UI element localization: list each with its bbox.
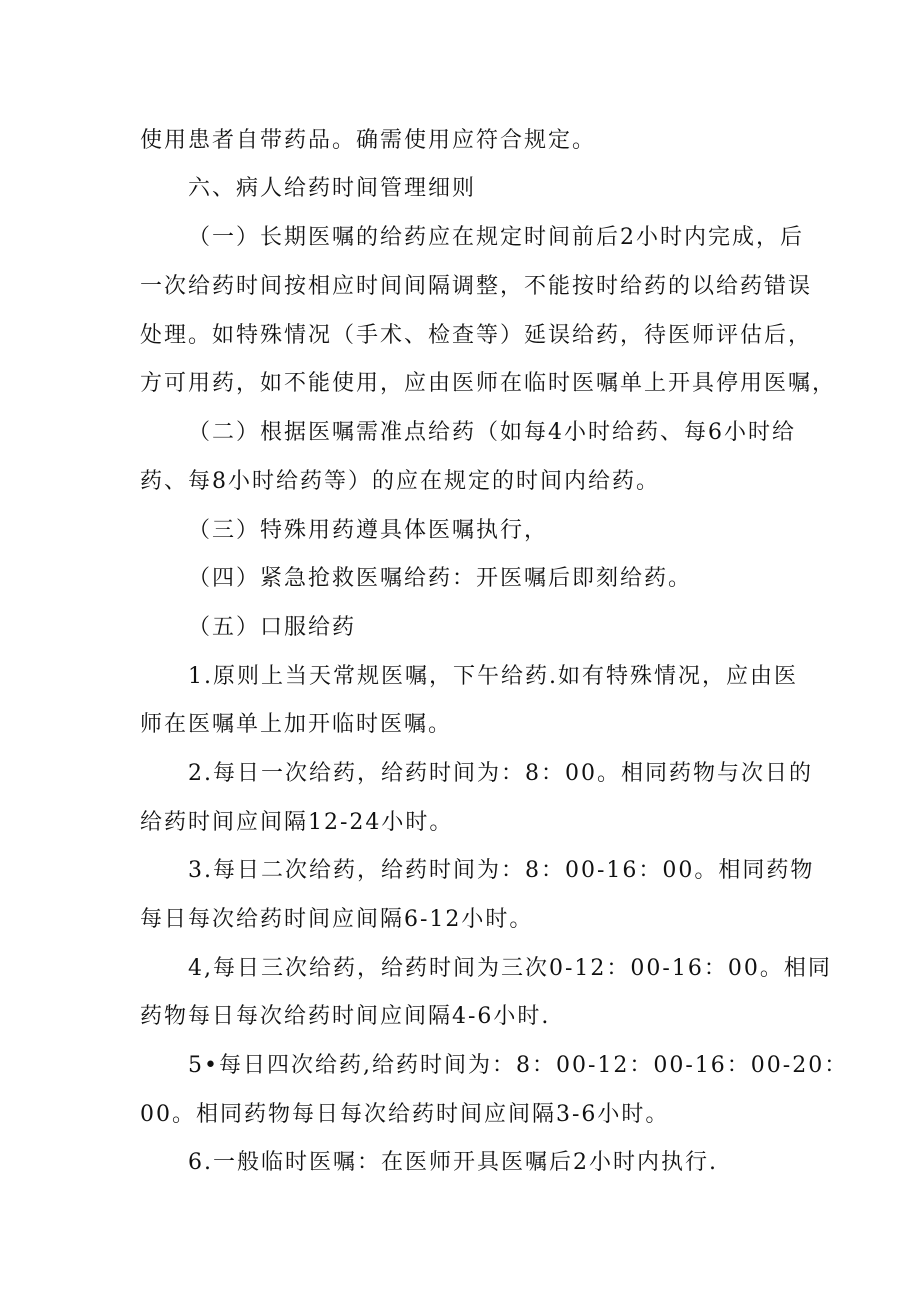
text-line: 一次给药时间按相应时间间隔调整，不能按时给药的以给药错误: [140, 274, 813, 299]
text-line: 1.原则上当天常规医嘱，下午给药.如有特殊情况，应由医: [188, 664, 798, 689]
text-line: 方可用药，如不能使用，应由医师在临时医嘱单上开具停用医嘱，: [140, 371, 837, 396]
text-line: 6.一般临时医嘱：在医师开具医嘱后2小时内执行.: [188, 1150, 718, 1175]
text-line: 5•每日四次给药,给药时间为：8：00-12：00-16：00-20：: [188, 1053, 849, 1078]
text-line: 2.每日一次给药，给药时间为：8：00。相同药物与次日的: [188, 761, 813, 786]
text-line: 处理。如特殊情况（手术、检查等）延误给药，待医师评估后，: [140, 323, 813, 348]
text-line: （一）长期医嘱的给药应在规定时间前后2小时内完成，后: [188, 225, 804, 250]
text-line: 每日每次给药时间应间隔6-12小时。: [140, 907, 534, 932]
section-heading: （五）口服给药: [188, 615, 357, 640]
text-line: 00。相同药物每日每次给药时间应间隔3-6小时。: [140, 1102, 670, 1127]
text-line: 师在医嘱单上加开临时医嘱。: [140, 712, 453, 737]
section-heading: 六、病人给药时间管理细则: [188, 176, 477, 201]
text-line: （四）紧急抢救医嘱给药：开医嘱后即刻给药。: [188, 566, 693, 591]
text-line: 使用患者自带药品。确需使用应符合规定。: [140, 128, 597, 153]
text-line: （三）特殊用药遵具体医嘱执行，: [188, 518, 549, 543]
text-line: 3.每日二次给药，给药时间为：8：00-16：00。相同药物: [188, 858, 815, 883]
text-line: （二）根据医嘱需准点给药（如每4小时给药、每6小时给: [188, 420, 796, 445]
text-line: 4,每日三次给药，给药时间为三次0-12：00-16：00。相同: [188, 956, 832, 981]
text-line: 药物每日每次给药时间应间隔4-6小时.: [140, 1004, 551, 1029]
text-line: 给药时间应间隔12-24小时。: [140, 810, 454, 835]
text-line: 药、每8小时给药等）的应在规定的时间内给药。: [140, 469, 660, 494]
